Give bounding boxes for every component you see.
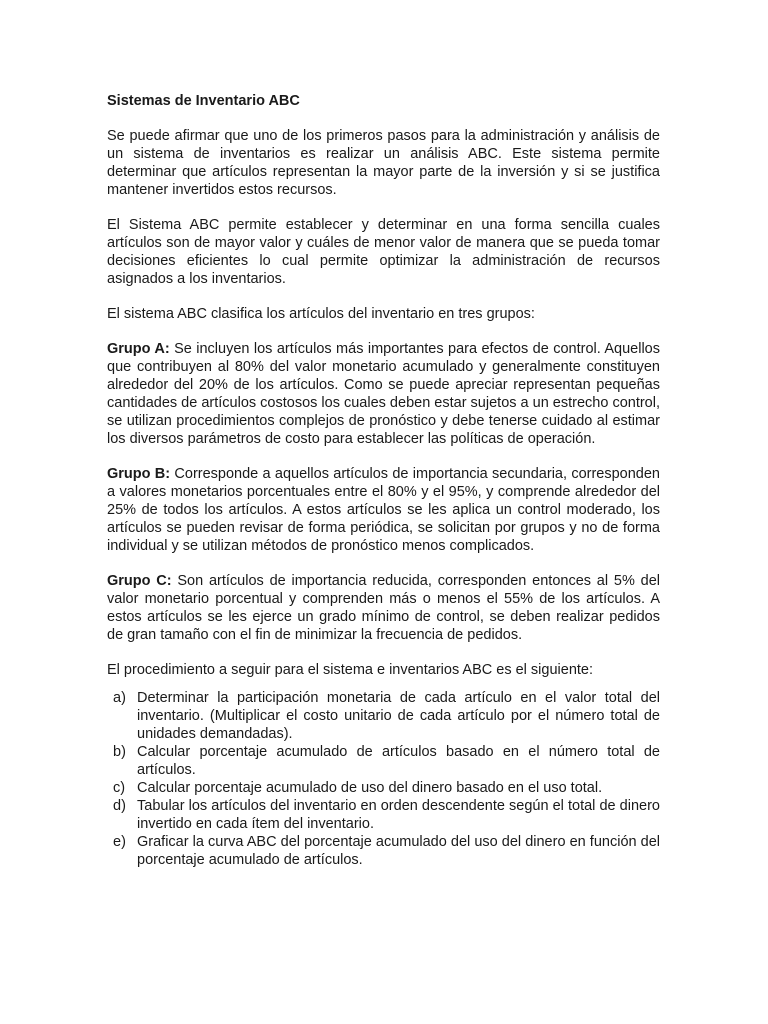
- step-text: Determinar la participación monetaria de cada artículo en el valor total del inventario. (Multiplicar el costo unitario de cada artículo por el número total de unidades demandadas).: [137, 690, 660, 742]
- step-marker: a): [113, 690, 126, 706]
- procedure-steps-list: [107, 689, 660, 869]
- group-c-paragraph: [107, 572, 660, 644]
- procedure-intro: El procedimiento a seguir para el sistema e inventarios ABC es el siguiente:: [107, 662, 594, 678]
- document-title: Sistemas de Inventario ABC: [107, 93, 300, 109]
- group-a-paragraph: [107, 340, 660, 448]
- intro-paragraph: El Sistema ABC permite establecer y determinar en una forma sencilla cuales artículos son de mayor valor y cuáles de menor valor de manera que se pueda tomar decisiones eficientes lo cual permite optimizar la administración de recursos asignados a los inventarios.: [107, 217, 660, 287]
- procedure-step: [107, 797, 660, 833]
- step-text: Graficar la curva ABC del porcentaje acumulado del uso del dinero en función del porcentaje acumulado de artículos.: [137, 834, 660, 868]
- step-marker: e): [113, 834, 126, 850]
- intro-paragraph: Se puede afirmar que uno de los primeros pasos para la administración y análisis de un sistema de inventarios es realizar un análisis ABC. Este sistema permite determinar que artículos representan la mayor parte de la inversión y si se justifica mantener invertidos estos recursos.: [107, 128, 660, 198]
- procedure-step: [107, 833, 660, 869]
- group-a-text: Se incluyen los artículos más importantes para efectos de control. Aquellos que contribuyen al 80% del valor monetario acumulado y generalmente constituyen alrededor del 20% de los artículos. Como se puede apreciar representan pequeñas cantidades de artículos costosos los cuales deben estar sujetos a un estrecho control, se utilizan procedimientos complejos de pronóstico y debe tenerse cuidado al estimar los diversos parámetros de costo para establecer las políticas de operación.: [107, 341, 660, 447]
- group-a-label: Grupo A:: [107, 341, 170, 357]
- group-b-text: Corresponde a aquellos artículos de importancia secundaria, corresponden a valores monetarios porcentuales entre el 80% y el 95%, y comprende alrededor del 25% de todos los artículos. A estos artículos se les aplica un control moderado, los artículos se pueden revisar de forma periódica, se solicitan por grupos y no de forma individual y se utilizan métodos de pronóstico menos complicados.: [107, 466, 660, 554]
- group-b-label: Grupo B:: [107, 466, 171, 482]
- procedure-step: [107, 743, 660, 779]
- step-text: Tabular los artículos del inventario en orden descendente según el total de dinero invertido en cada ítem del inventario.: [137, 798, 660, 832]
- step-marker: c): [113, 780, 126, 796]
- intro-paragraph: El sistema ABC clasifica los artículos del inventario en tres grupos:: [107, 306, 535, 322]
- step-text: Calcular porcentaje acumulado de uso del dinero basado en el uso total.: [137, 780, 603, 796]
- step-marker: d): [113, 798, 126, 814]
- step-marker: b): [113, 744, 126, 760]
- group-b-paragraph: [107, 465, 660, 555]
- procedure-step: [107, 689, 660, 743]
- document-page: [107, 92, 660, 869]
- group-c-label: Grupo C:: [107, 573, 172, 589]
- step-text: Calcular porcentaje acumulado de artículos basado en el número total de artículos.: [137, 744, 660, 778]
- group-c-text: Son artículos de importancia reducida, corresponden entonces al 5% del valor monetario porcentual y comprenden más o menos el 55% de los artículos. A estos artículos se les ejerce un grado mínimo de control, se deben realizar pedidos de gran tamaño con el fin de minimizar la frecuencia de pedidos.: [107, 573, 660, 643]
- procedure-step: [107, 779, 660, 797]
